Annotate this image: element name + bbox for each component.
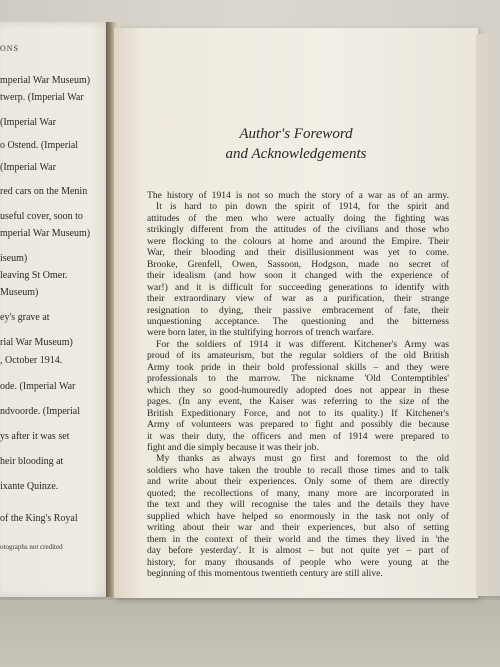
text-line: which they so good-humouredly adopted does not appear in these <box>147 384 449 396</box>
text-line: Army of volunteers was prepared to fight and possibly die because <box>147 419 449 431</box>
text-line: soldiers who have taken the trouble to recall those times and to talk <box>147 464 449 476</box>
text-line: fight and die simply because it was their job. <box>147 441 319 453</box>
text-line: it was their duty, the officers and men of 1914 were prepared to <box>147 430 449 442</box>
text-line: war!) and it is difficult for succeeding generations to identify with <box>147 281 449 293</box>
left-caption-line: o Ostend. (Imperial <box>0 140 79 151</box>
text-line: quoted; the recollections of many, many more are incorporated in <box>147 487 449 499</box>
text-line: writing about their war and their experiences, but also of setting <box>147 522 449 534</box>
left-caption-line: , October 1914. <box>0 355 63 366</box>
page-title-line1: Author's Foreword <box>239 126 353 142</box>
left-caption-line: Museum) <box>0 287 39 298</box>
text-line: day before yesterday'. It is almost – but not quite yet – part of <box>147 545 449 557</box>
left-caption-line: rial War Museum) <box>0 337 73 348</box>
left-running-head: ONS <box>0 44 20 53</box>
left-caption-line: (Imperial War <box>0 117 56 128</box>
left-caption-line: useful cover, soon to <box>0 211 83 222</box>
text-line: beginning of this momentous twentieth century are still alive. <box>147 567 383 579</box>
table-surface <box>0 600 500 667</box>
left-caption-line: leaving St Omer. <box>0 270 68 281</box>
left-caption-line: mperial War Museum) <box>0 75 91 86</box>
page-title-line2: and Acknowledgements <box>225 146 367 162</box>
text-line: them in the context of their world and the times they lived in 'the <box>147 533 449 545</box>
text-line: supplied which have helped so enormously in the task not only of <box>147 510 449 522</box>
left-caption-line: ndvoorde. (Imperial <box>0 406 80 417</box>
left-caption-line: of the King's Royal <box>0 513 78 524</box>
text-line: British Expeditionary Force, and not to its quality.) If Kitchener's <box>147 407 449 419</box>
text-line: It is hard to pin down the spirit of 1914, for the spirit and <box>156 201 449 213</box>
left-caption-line: red cars on the Menin <box>0 186 88 197</box>
text-line: and write about their experiences. Only some of them are directly <box>147 476 449 488</box>
left-caption-line: (Imperial War <box>0 162 56 173</box>
left-caption-line: heir blooding at <box>0 456 64 467</box>
foreword-body <box>147 190 449 579</box>
text-line: their extraordinary view of war as a purification, their strange <box>147 293 449 305</box>
page-block-edge <box>476 34 488 596</box>
left-caption-line: otographs not credited <box>0 543 63 551</box>
text-line: The history of 1914 is not so much the story of a war as of an army. <box>147 190 449 201</box>
text-line: history, for many thousands of people who were young at the <box>147 556 449 568</box>
text-line: Army took pride in their bold professional skills – and they were <box>147 361 449 373</box>
text-line: War, their blooding and their disillusionment was yet to come. <box>147 247 449 259</box>
left-caption-line: ixante Quinze. <box>0 481 59 492</box>
text-line: the text and they will recognise the tales and the details they have <box>147 499 449 511</box>
text-line: attitudes of the men who were actually doing the fighting was <box>147 212 449 224</box>
text-line: professionals to the marrow. The nickname 'Old Contemptibles' <box>147 373 449 385</box>
text-line: pages. (In any event, the Kaiser was referring to the size of the <box>147 396 449 408</box>
text-line: proud of its amateurism, but the regular soldiers of the old British <box>147 350 449 362</box>
text-line: were born later, in the stultifying horrors of trench warfare. <box>147 327 374 339</box>
foreword-paragraph <box>147 453 449 579</box>
text-line: Brooke, Grenfell, Owen, Sassoon, Hodgson, made no secret of <box>147 258 449 270</box>
text-line: unquestioning acceptance. The questioning and the bitterness <box>147 315 449 327</box>
left-page <box>0 22 114 597</box>
text-line: For the soldiers of 1914 it was different. Kitchener's Army was <box>156 338 449 350</box>
left-caption-line: ys after it was set <box>0 431 70 442</box>
text-line: their idealism (and how soon it changed with the experience of <box>147 270 449 282</box>
text-line: My thanks as always must go first and foremost to the old <box>156 453 449 465</box>
foreword-paragraph <box>147 339 449 454</box>
left-caption-line: twerp. (Imperial War <box>0 92 84 103</box>
text-line: strikingly different from the attitudes of the civilians and those who <box>147 224 449 236</box>
left-caption-line: ey's grave at <box>0 312 50 323</box>
foreword-paragraph <box>147 190 449 339</box>
left-caption-line: mperial War Museum) <box>0 228 91 239</box>
text-line: were flocking to the colours at home and around the Empire. Their <box>147 235 449 247</box>
right-page <box>114 28 478 598</box>
text-line: resignation to dying, their passive embracement of fate, their <box>147 304 449 316</box>
left-caption-line: iseum) <box>0 253 28 264</box>
left-caption-line: ode. (Imperial War <box>0 381 76 392</box>
